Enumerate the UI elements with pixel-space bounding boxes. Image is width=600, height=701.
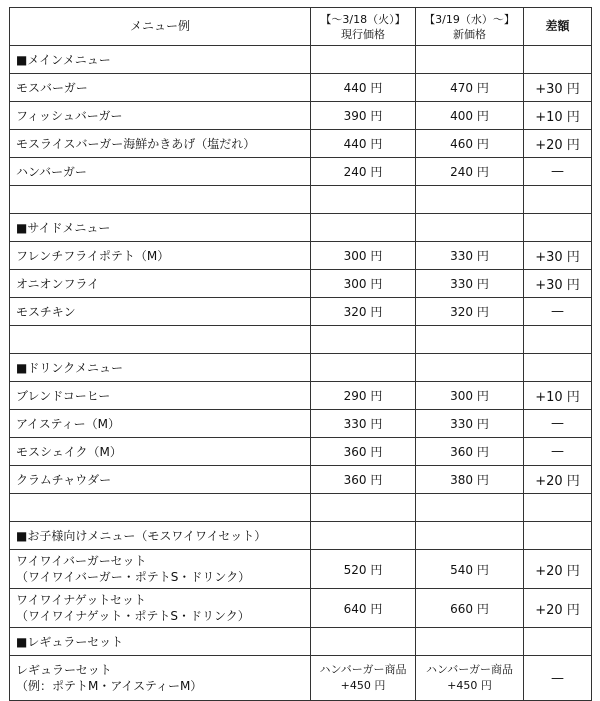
price-difference: +20 円 (524, 466, 592, 494)
price-difference: — (524, 298, 592, 326)
new-price: 660 円 (416, 589, 524, 628)
current-price: 330 円 (311, 410, 416, 438)
price-difference: +20 円 (524, 550, 592, 589)
table-header-row (10, 8, 592, 46)
new-price: 330 円 (416, 242, 524, 270)
current-price: 290 円 (311, 382, 416, 410)
set-name: レギュラーセット (16, 663, 112, 677)
new-price: 400 円 (416, 102, 524, 130)
current-price: 300 円 (311, 242, 416, 270)
table-row (10, 656, 592, 701)
table-row (10, 298, 592, 326)
menu-item-name: モスシェイク（M） (10, 438, 311, 466)
new-price: 360 円 (416, 438, 524, 466)
price-difference: +10 円 (524, 382, 592, 410)
price-difference: +10 円 (524, 102, 592, 130)
menu-item-name: モスバーガー (10, 74, 311, 102)
new-price: 460 円 (416, 130, 524, 158)
section-label: ■レギュラーセット (10, 628, 311, 656)
blank-row (10, 326, 592, 354)
new-price: 380 円 (416, 466, 524, 494)
new-price (416, 656, 524, 701)
price-base: ハンバーガー商品 (425, 663, 513, 676)
current-price: 320 円 (311, 298, 416, 326)
menu-item-name: アイスティー（M） (10, 410, 311, 438)
menu-item-name: フィッシュバーガー (10, 102, 311, 130)
table-row (10, 74, 592, 102)
new-price: 540 円 (416, 550, 524, 589)
table-row (10, 242, 592, 270)
table-row (10, 550, 592, 589)
menu-item-name: フレンチフライポテト（M） (10, 242, 311, 270)
current-price: 520 円 (311, 550, 416, 589)
section-row (10, 628, 592, 656)
price-difference: +20 円 (524, 589, 592, 628)
price-table (9, 7, 592, 701)
header-new-price (416, 8, 524, 46)
new-price: 240 円 (416, 158, 524, 186)
blank-row (10, 494, 592, 522)
set-contents: （ワイワイナゲット・ポテトS・ドリンク） (16, 609, 250, 623)
current-price: 360 円 (311, 466, 416, 494)
current-price: 440 円 (311, 130, 416, 158)
section-label: ■お子様向けメニュー（モスワイワイセット） (10, 522, 311, 550)
set-name: ワイワイナゲットセット (16, 593, 146, 607)
menu-item-name: クラムチャウダー (10, 466, 311, 494)
header-difference: 差額 (524, 8, 592, 46)
price-difference: +30 円 (524, 74, 592, 102)
table-row (10, 130, 592, 158)
table-row (10, 589, 592, 628)
menu-item-name: モスチキン (10, 298, 311, 326)
menu-item-name: モスライスバーガー海鮮かきあげ（塩だれ） (10, 130, 311, 158)
section-label: ■ドリンクメニュー (10, 354, 311, 382)
new-price: 300 円 (416, 382, 524, 410)
price-extra: +450 円 (340, 679, 386, 692)
new-price: 320 円 (416, 298, 524, 326)
table-row (10, 382, 592, 410)
price-difference: +30 円 (524, 242, 592, 270)
price-difference: — (524, 158, 592, 186)
section-row (10, 522, 592, 550)
header-current-price (311, 8, 416, 46)
set-name: ワイワイバーガーセット (16, 554, 147, 568)
header-current-period: 【〜3/18（火）】 (320, 12, 406, 26)
menu-item-name: ハンバーガー (10, 158, 311, 186)
price-base: ハンバーガー商品 (319, 663, 407, 676)
section-label: ■サイドメニュー (10, 214, 311, 242)
menu-item-name: オニオンフライ (10, 270, 311, 298)
current-price: 240 円 (311, 158, 416, 186)
blank-row (10, 186, 592, 214)
menu-item-name: ブレンドコーヒー (10, 382, 311, 410)
price-difference: +30 円 (524, 270, 592, 298)
section-row (10, 354, 592, 382)
table-row (10, 466, 592, 494)
current-price: 440 円 (311, 74, 416, 102)
current-price: 300 円 (311, 270, 416, 298)
header-new-label: 新価格 (453, 27, 486, 41)
header-new-period: 【3/19（水）〜】 (424, 12, 515, 26)
table-row (10, 270, 592, 298)
price-difference: — (524, 438, 592, 466)
set-contents: （例：ポテトM・アイスティーM） (16, 679, 203, 693)
current-price: 390 円 (311, 102, 416, 130)
table-row (10, 438, 592, 466)
section-row (10, 46, 592, 74)
current-price (311, 656, 416, 701)
price-difference: +20 円 (524, 130, 592, 158)
new-price: 330 円 (416, 410, 524, 438)
current-price: 360 円 (311, 438, 416, 466)
table-row (10, 158, 592, 186)
current-price: 640 円 (311, 589, 416, 628)
menu-item-name (10, 550, 311, 589)
section-row (10, 214, 592, 242)
menu-item-name (10, 656, 311, 701)
set-contents: （ワイワイバーガー・ポテトS・ドリンク） (16, 570, 251, 584)
header-menu-example: メニュー例 (10, 8, 311, 46)
new-price: 470 円 (416, 74, 524, 102)
new-price: 330 円 (416, 270, 524, 298)
price-difference: — (524, 656, 592, 701)
price-difference: — (524, 410, 592, 438)
table-row (10, 410, 592, 438)
price-extra: +450 円 (447, 679, 492, 692)
header-current-label: 現行価格 (341, 27, 385, 41)
menu-item-name (10, 589, 311, 628)
table-row (10, 102, 592, 130)
section-label: ■メインメニュー (10, 46, 311, 74)
